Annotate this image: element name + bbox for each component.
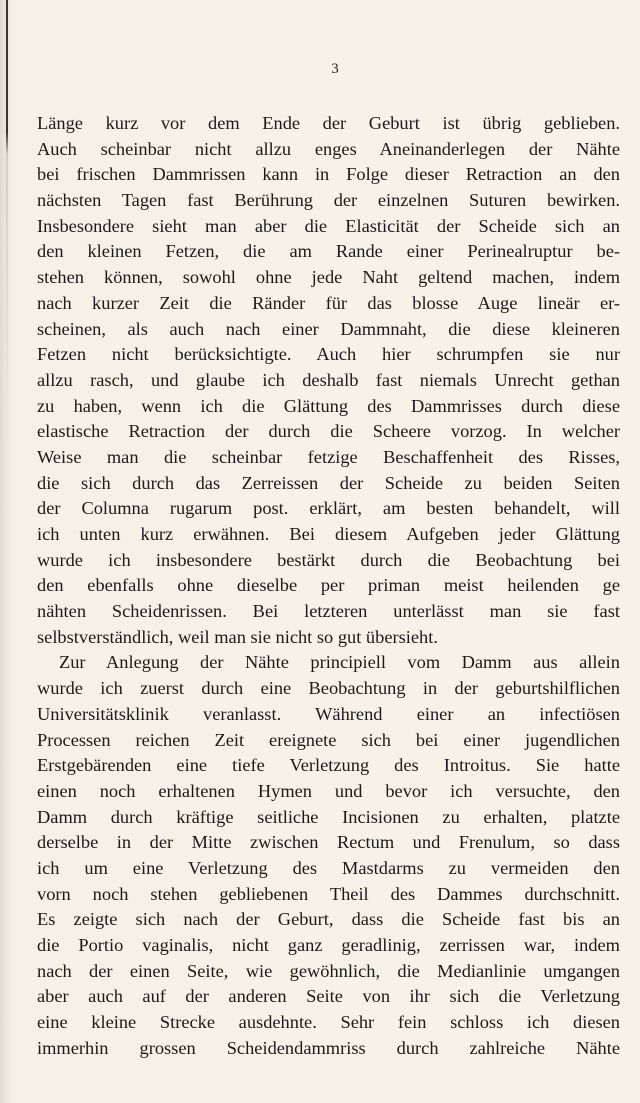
text-line: Weise man die scheinbar fetzige Beschaffenheit des Risses,	[37, 446, 620, 467]
text-line: Länge kurz vor dem Ende der Geburt ist übrig geblieben.	[37, 113, 620, 133]
text-line: Fetzen nicht berücksichtigte. Auch hier schrumpfen sie nur	[37, 344, 620, 365]
binding-edge	[6, 0, 8, 1103]
text-line: wurde ich zuerst durch eine Beobachtung in der geburtshilflichen	[37, 678, 620, 699]
text-line: Erstgebärenden eine tiefe Verletzung des Introitus. Sie hatte	[37, 755, 620, 776]
text-line: nach der einen Seite, wie gewöhnlich, die Medianlinie umgangen	[37, 960, 620, 981]
text-line: derselbe in der Mitte zwischen Rectum und Frenulum, so dass	[37, 832, 620, 853]
text-line: wurde ich insbesondere bestärkt durch die Beobachtung bei	[37, 549, 620, 570]
text-line: der Columna rugarum post. erklärt, am besten behandelt, will	[37, 498, 620, 519]
text-line: den ebenfalls ohne dieselbe per priman meist heilenden ge	[37, 575, 620, 596]
text-line: ich unten kurz erwähnen. Bei diesem Aufgeben jeder Glättung	[37, 524, 620, 544]
text-line: eine kleine Strecke ausdehnte. Sehr fein schloss ich diesen	[37, 1012, 620, 1033]
text-line: die sich durch das Zerreissen der Scheide zu beiden Seiten	[37, 472, 620, 493]
text-line: immerhin grossen Scheidendammriss durch zahlreiche Nähte	[37, 1037, 620, 1058]
text-line: selbstverständlich, weil man sie nicht so gut übersieht.	[37, 626, 438, 647]
text-line: zu haben, wenn ich die Glättung des Dammrisses durch diese	[37, 395, 620, 416]
text-line: nächsten Tagen fast Berührung der einzelnen Suturen bewirken.	[37, 190, 620, 211]
text-line: den kleinen Fetzen, die am Rande einer Perinealruptur be-	[37, 241, 620, 262]
text-line: aber auch auf der anderen Seite von ihr sich die Verletzung	[37, 986, 620, 1007]
text-line: nähten Scheidenrissen. Bei letzteren unterlässt man sie fast	[37, 601, 620, 622]
page-number: 3	[331, 61, 339, 77]
text-line: scheinen, als auch nach einer Dammnaht, die diese kleineren	[37, 318, 620, 339]
text-line: bei frischen Dammrissen kann in Folge dieser Retraction an den	[37, 164, 620, 185]
text-line: einen noch erhaltenen Hymen und bevor ich versuchte, den	[37, 780, 620, 801]
text-line: elastische Retraction der durch die Scheere vorzog. In welcher	[37, 421, 620, 442]
text-line: ich um eine Verletzung des Mastdarms zu vermeiden den	[37, 857, 620, 878]
text-line: allzu rasch, und glaube ich deshalb fast niemals Unrecht gethan	[37, 369, 620, 390]
text-line: nach kurzer Zeit die Ränder für das blosse Auge lineär er-	[37, 292, 620, 313]
text-line: Es zeigte sich nach der Geburt, dass die Scheide fast bis an	[37, 909, 620, 930]
text-line: Insbesondere sieht man aber die Elasticität der Scheide sich an	[37, 215, 620, 236]
text-line: Zur Anlegung der Nähte principiell vom Damm aus allein	[59, 652, 620, 673]
text-line: Auch scheinbar nicht allzu enges Aneinanderlegen der Nähte	[37, 138, 620, 159]
text-line: Damm durch kräftige seitliche Incisionen zu erhalten, platzte	[37, 806, 620, 827]
text-line: stehen können, sowohl ohne jede Naht geltend machen, indem	[37, 267, 620, 288]
text-line: die Portio vaginalis, nicht ganz geradlinig, zerrissen war, indem	[37, 935, 620, 955]
text-line: Processen reichen Zeit ereignete sich bei einer jugendlichen	[37, 729, 620, 750]
body-text	[37, 111, 620, 1061]
text-line: vorn noch stehen gebliebenen Theil des Dammes durchschnitt.	[37, 883, 620, 904]
text-line: Universitätsklinik veranlasst. Während einer an infectiösen	[37, 703, 620, 724]
